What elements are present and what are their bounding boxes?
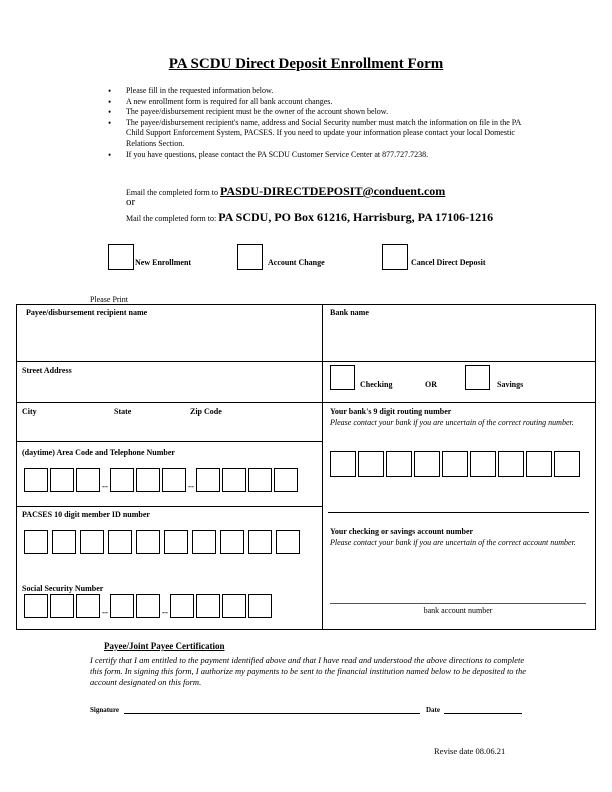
ssn-digit-box[interactable]: [196, 594, 220, 618]
pacses-digit-box[interactable]: [136, 530, 160, 554]
checking-checkbox[interactable]: [330, 365, 355, 390]
routing-digit-box[interactable]: [554, 451, 580, 477]
mail-instruction: [126, 208, 493, 226]
routing-number-label: Your bank's 9 digit routing number: [330, 407, 452, 416]
phone-digit-box[interactable]: [248, 468, 272, 492]
signature-line[interactable]: [124, 713, 420, 714]
row-divider: [16, 506, 322, 507]
pacses-id-label: PACSES 10 digit member ID number: [22, 510, 150, 519]
account-change-checkbox[interactable]: [237, 244, 263, 270]
bank-name-label: Bank name: [330, 308, 369, 317]
pacses-digit-box[interactable]: [248, 530, 272, 554]
phone-digit-box[interactable]: [76, 468, 100, 492]
routing-digit-box[interactable]: [330, 451, 356, 477]
ssn-digit-box[interactable]: [24, 594, 48, 618]
routing-digit-box[interactable]: [386, 451, 412, 477]
pacses-digit-box[interactable]: [220, 530, 244, 554]
account-number-line: [330, 603, 586, 604]
ssn-digit-box[interactable]: [110, 594, 134, 618]
phone-label: (daytime) Area Code and Telephone Number: [22, 448, 175, 457]
phone-digit-box[interactable]: [162, 468, 186, 492]
certification-text: I certify that I am entitled to the payment identified above and that I have read and understood the above directions to complete this form. In signing this form, I authorize my payments to be sent to the financial institution named below to be deposited to the account designated on this form.: [90, 655, 527, 687]
account-number-note: Please contact your bank if you are uncertain of the correct account number.: [330, 538, 576, 547]
cancel-direct-deposit-label: Cancel Direct Deposit: [411, 258, 486, 267]
ssn-label: Social Security Number: [22, 584, 104, 593]
instructions-list: [108, 86, 528, 160]
routing-digit-box[interactable]: [414, 451, 440, 477]
instruction-item: • The payee/disbursement recipient's name, address and Social Security number must match the information on file in the PA Child Support Enforcement System, PACSES. If you need to update your information please contact your local Domestic Relations Section.: [108, 118, 528, 150]
ssn-digit-box[interactable]: [136, 594, 160, 618]
date-line[interactable]: [444, 713, 522, 714]
ssn-digit-box[interactable]: [50, 594, 74, 618]
routing-digit-box[interactable]: [526, 451, 552, 477]
city-label: City: [22, 407, 37, 416]
pacses-digit-box[interactable]: [164, 530, 188, 554]
please-print-note: Please Print: [90, 295, 128, 304]
payee-name-label: Payee/disbursement recipient name: [26, 308, 148, 317]
ssn-digit-box[interactable]: [76, 594, 100, 618]
zip-code-label: Zip Code: [190, 407, 222, 416]
street-address-field[interactable]: [17, 378, 321, 401]
pacses-digit-box[interactable]: [24, 530, 48, 554]
signature-row: [90, 706, 119, 714]
routing-digit-box[interactable]: [498, 451, 524, 477]
new-enrollment-checkbox[interactable]: [108, 244, 134, 270]
email-link[interactable]: PASDU-DIRECTDEPOSIT@conduent.com: [219, 184, 446, 198]
account-change-label: Account Change: [268, 258, 325, 267]
ssn-digit-box[interactable]: [248, 594, 272, 618]
date-label: Date: [426, 706, 440, 714]
pacses-digit-box[interactable]: [192, 530, 216, 554]
row-divider: [16, 441, 322, 442]
phone-digit-box[interactable]: [222, 468, 246, 492]
savings-checkbox[interactable]: [465, 365, 490, 390]
email-label: Email the completed form to: [126, 188, 220, 197]
pacses-digit-box[interactable]: [52, 530, 76, 554]
or-label: OR: [425, 380, 437, 389]
new-enrollment-label: New Enrollment: [135, 258, 192, 267]
certification-title: Payee/Joint Payee Certification: [104, 641, 225, 651]
phone-digit-box[interactable]: [136, 468, 160, 492]
pacses-digit-box[interactable]: [276, 530, 300, 554]
ssn-digit-box[interactable]: [222, 594, 246, 618]
routing-digit-box[interactable]: [358, 451, 384, 477]
instruction-item: • A new enrollment form is required for all bank account changes.: [108, 97, 528, 108]
routing-number-note: Please contact your bank if you are uncertain of the correct routing number.: [330, 418, 574, 427]
form-title: PA SCDU Direct Deposit Enrollment Form: [168, 56, 444, 72]
routing-digit-box[interactable]: [442, 451, 468, 477]
cancel-direct-deposit-checkbox[interactable]: [382, 244, 408, 270]
mail-label: Mail the completed form to:: [126, 214, 219, 223]
email-instruction: [126, 182, 445, 200]
or-text: or: [126, 196, 136, 208]
dash-separator: --: [162, 607, 168, 617]
account-number-field[interactable]: [330, 566, 586, 602]
bank-name-field[interactable]: [323, 320, 595, 360]
bank-account-number-caption: bank account number: [423, 606, 493, 615]
instruction-item: • If you have questions, please contact the PA SCDU Customer Service Center at 877.727.7238.: [108, 150, 528, 161]
routing-digit-box[interactable]: [470, 451, 496, 477]
phone-digit-box[interactable]: [196, 468, 220, 492]
pacses-digit-box[interactable]: [80, 530, 104, 554]
mail-address: PA SCDU, PO Box 61216, Harrisburg, PA 17106-1216: [218, 210, 494, 224]
pacses-digit-box[interactable]: [108, 530, 132, 554]
dash-separator: --: [102, 481, 108, 491]
checking-label: Checking: [360, 380, 393, 389]
phone-digit-box[interactable]: [50, 468, 74, 492]
account-number-label: Your checking or savings account number: [330, 527, 474, 536]
instruction-item: • Please fill in the requested information below.: [108, 86, 528, 97]
ssn-digit-box[interactable]: [170, 594, 194, 618]
row-divider: [16, 402, 596, 403]
savings-label: Savings: [497, 380, 524, 389]
revise-date: Revise date 08.06.21: [434, 746, 506, 756]
payee-name-field[interactable]: [17, 320, 321, 360]
dash-separator: --: [102, 607, 108, 617]
state-label: State: [114, 407, 132, 416]
dash-separator: --: [188, 481, 194, 491]
phone-digit-box[interactable]: [274, 468, 298, 492]
street-address-label: Street Address: [22, 366, 72, 375]
signature-label: Signature: [90, 706, 120, 714]
phone-digit-box[interactable]: [24, 468, 48, 492]
city-state-zip-field[interactable]: [17, 418, 321, 440]
row-divider: [328, 512, 589, 513]
phone-digit-box[interactable]: [110, 468, 134, 492]
row-divider: [16, 361, 596, 362]
instruction-item: • The payee/disbursement recipient must be the owner of the account shown below.: [108, 107, 528, 118]
